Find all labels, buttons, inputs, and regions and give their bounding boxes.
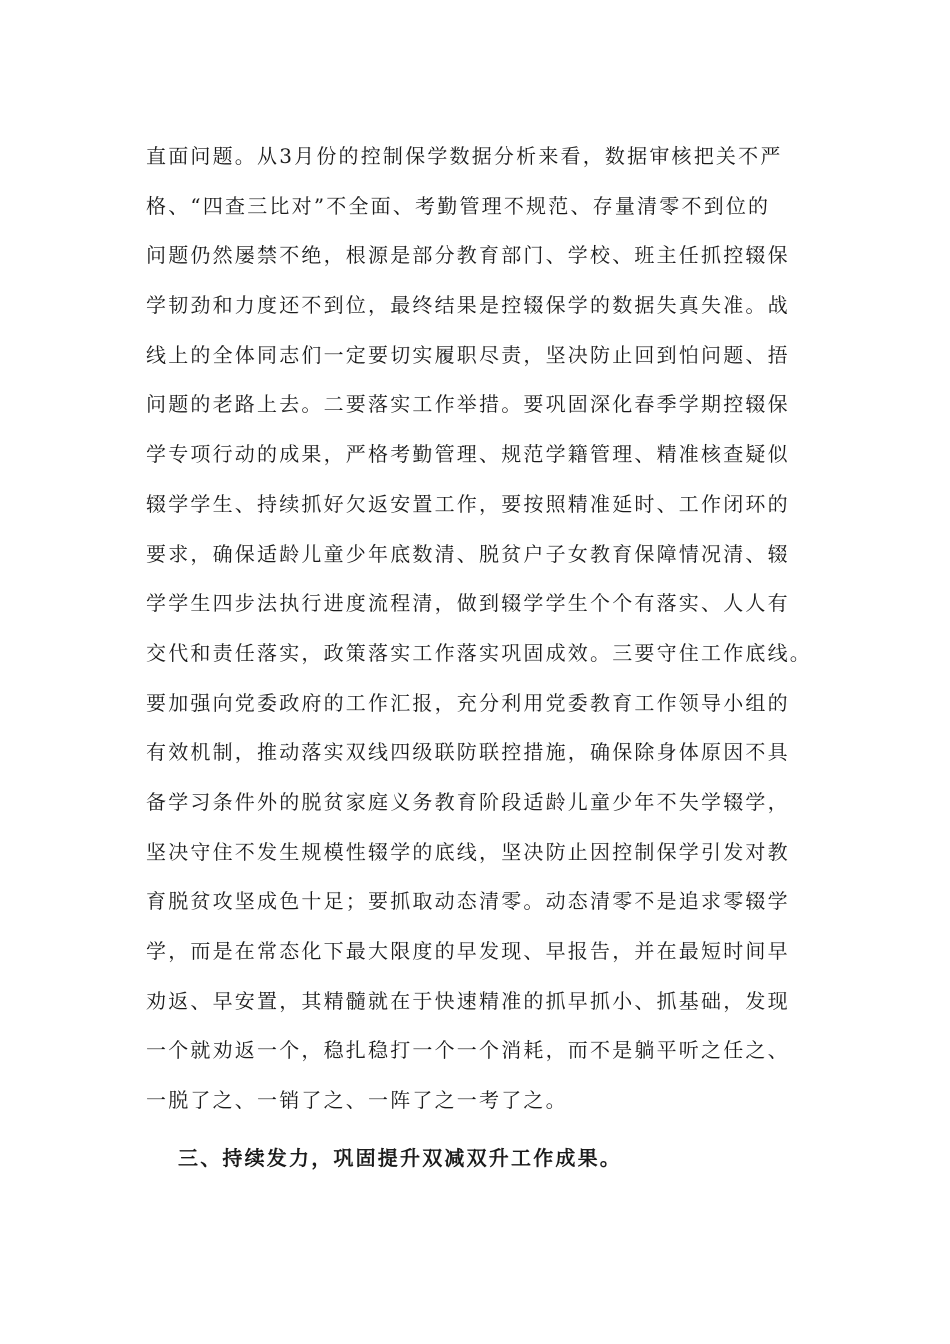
paragraph-line: 交代和责任落实，政策落实工作落实巩固成效。三要守住工作底线。 xyxy=(146,640,812,665)
paragraph-line: 一脱了之、一销了之、一阵了之一考了之。 xyxy=(146,1088,568,1113)
paragraph-line: 直面问题。从3月份的控制保学数据分析来看，数据审核把关不严 xyxy=(146,144,783,168)
section-heading: 三、持续发力，巩固提升双减双升工作成果。 xyxy=(178,1146,622,1170)
paragraph-line: 线上的全体同志们一定要切实履职尽责，坚决防止回到怕问题、捂 xyxy=(146,342,790,367)
paragraph-line: 备学习条件外的脱贫家庭义务教育阶段适龄儿童少年不失学辍学， xyxy=(146,789,790,814)
paragraph-line: 学，而是在常态化下最大限度的早发现、早报告，并在最短时间早 xyxy=(146,939,790,963)
paragraph-line: 学韧劲和力度还不到位，最终结果是控辍保学的数据失真失准。战 xyxy=(146,293,790,318)
paragraph-line: 育脱贫攻坚成色十足；要抓取动态清零。动态清零不是追求零辍学 xyxy=(146,889,790,914)
paragraph-line: 要求，确保适龄儿童少年底数清、脱贫户子女教育保障情况清、辍 xyxy=(146,541,790,566)
paragraph-line: 辍学学生、持续抓好欠返安置工作，要按照精准延时、工作闭环的 xyxy=(146,491,790,516)
paragraph-line: 一个就劝返一个，稳扎稳打一个一个消耗，而不是躺平听之任之、 xyxy=(146,1038,790,1063)
paragraph-line: 要加强向党委政府的工作汇报，充分利用党委教育工作领导小组的 xyxy=(146,690,790,715)
paragraph-line: 格、“四查三比对”不全面、考勤管理不规范、存量清零不到位的 xyxy=(146,193,771,218)
paragraph-line: 学学生四步法执行进度流程清，做到辍学学生个个有落实、人人有 xyxy=(146,591,790,616)
paragraph-line: 学专项行动的成果，严格考勤管理、规范学籍管理、精准核查疑似 xyxy=(146,442,790,467)
paragraph-line: 问题的老路上去。二要落实工作举措。要巩固深化春季学期控辍保 xyxy=(146,392,790,417)
paragraph-line: 问题仍然屡禁不绝，根源是部分教育部门、学校、班主任抓控辍保 xyxy=(146,243,790,268)
body-paragraph xyxy=(146,132,836,1126)
paragraph-line: 有效机制，推动落实双线四级联防联控措施，确保除身体原因不具 xyxy=(146,740,790,765)
paragraph-line: 劝返、早安置，其精髓就在于快速精准的抓早抓小、抓基础，发现 xyxy=(146,988,790,1013)
paragraph-line: 坚决守住不发生规模性辍学的底线，坚决防止因控制保学引发对教 xyxy=(146,839,790,864)
